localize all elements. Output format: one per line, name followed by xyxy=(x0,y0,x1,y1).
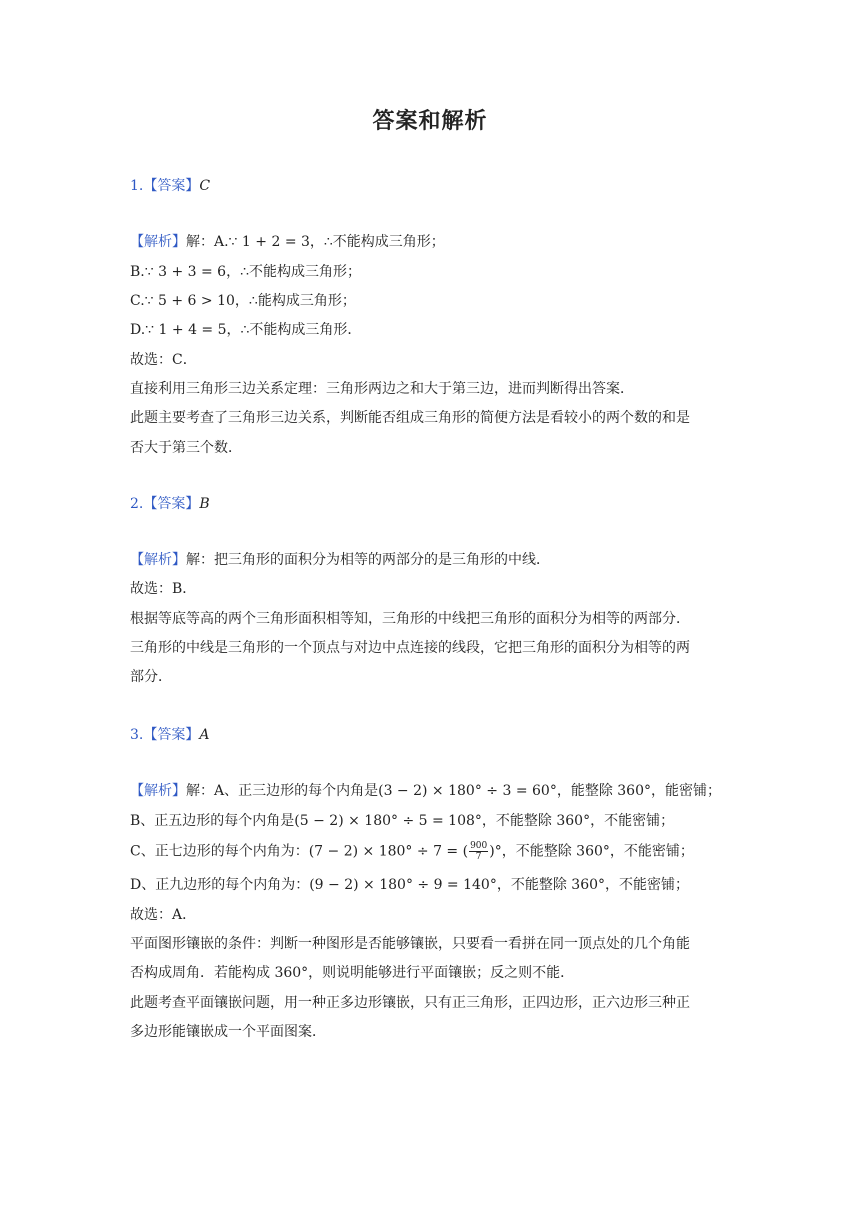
q1-analysis-line-3: C.∵ 5 + 6 > 10，∴能构成三角形； xyxy=(130,293,356,309)
q1-analysis-tag: 【解析】 xyxy=(130,234,186,250)
q2-answer-line xyxy=(130,494,734,514)
q3-analysis-line-4: D、正九边形的每个内角为：(9 − 2) × 180° ÷ 9 = 140°，不能整除 360°，不能密铺； xyxy=(130,877,690,893)
q3-analysis-tag: 【解析】 xyxy=(130,783,186,799)
q1-answer-line xyxy=(130,176,734,196)
q2-analysis-line-4: 三角形的中线是三角形的一个顶点与对边中点连接的线段，它把三角形的面积分为相等的两 xyxy=(130,640,690,656)
q1-analysis-text-1: 解：A.∵ 1 + 2 = 3，∴不能构成三角形； xyxy=(186,234,445,250)
q2-answer-tag: 【答案】 xyxy=(143,496,200,512)
q3-analysis-line-1 xyxy=(130,781,734,801)
q2-answer: B xyxy=(199,496,210,512)
q3-analysis-line-8: 此题考查平面镶嵌问题，用一种正多边形镶嵌，只有正三角形，正四边形，正六边形三种正 xyxy=(130,995,690,1011)
q1-answer: C xyxy=(199,178,211,194)
q2-analysis-line-1 xyxy=(130,550,734,570)
fraction-numerator: 900 xyxy=(470,841,488,851)
q1-analysis-line-5: 故选：C． xyxy=(130,352,197,368)
q1-analysis-line-4: D.∵ 1 + 4 = 5，∴不能构成三角形． xyxy=(130,322,362,338)
q3-analysis-text-1: 解：A、正三边形的每个内角是(3 − 2) × 180° ÷ 3 = 60°，能整除 360°，能密铺； xyxy=(186,783,721,799)
q1-number: 1. xyxy=(130,178,144,194)
q3-analysis-text-3a: C、正七边形的每个内角为：(7 − 2) × 180° ÷ 7 = ( xyxy=(130,843,469,860)
q3-analysis-text-3b: )°，不能整除 360°，不能密铺； xyxy=(489,843,694,860)
q1-analysis-line-1 xyxy=(130,232,734,252)
q3-analysis-line-6: 平面图形镶嵌的条件：判断一种图形是否能够镶嵌，只要看一看拼在同一顶点处的几个角能 xyxy=(130,936,690,952)
q3-answer: A xyxy=(199,727,210,743)
fraction-900-over-7 xyxy=(469,841,488,862)
q3-analysis-line-7: 否构成周角．若能构成 360°，则说明能够进行平面镶嵌；反之则不能． xyxy=(130,965,575,981)
page-title: 答案和解析 xyxy=(372,109,488,134)
q2-analysis-line-3: 根据等底等高的两个三角形面积相等知，三角形的中线把三角形的面积分为相等的两部分． xyxy=(130,611,690,627)
q3-number: 3. xyxy=(130,727,144,743)
q3-answer-tag: 【答案】 xyxy=(143,727,200,743)
q3-analysis-line-2: B、正五边形的每个内角是(5 − 2) × 180° ÷ 5 = 108°，不能整除 360°，不能密铺； xyxy=(130,813,675,829)
q1-analysis-line-8: 否大于第三个数． xyxy=(130,440,242,456)
q1-analysis-line-2: B.∵ 3 + 3 = 6，∴不能构成三角形； xyxy=(130,264,361,280)
q2-analysis-line-2: 故选：B． xyxy=(130,581,197,597)
q3-analysis-line-5: 故选：A． xyxy=(130,907,197,923)
q2-analysis-text-1: 解：把三角形的面积分为相等的两部分的是三角形的中线． xyxy=(186,552,550,568)
q1-analysis-line-7: 此题主要考查了三角形三边关系，判断能否组成三角形的简便方法是看较小的两个数的和是 xyxy=(130,410,690,426)
fraction-denominator: 7 xyxy=(475,852,482,862)
q3-answer-line xyxy=(130,725,734,745)
q3-analysis-line-9: 多边形能镶嵌成一个平面图案． xyxy=(130,1024,326,1040)
q1-answer-tag: 【答案】 xyxy=(143,178,200,194)
q2-analysis-line-5: 部分． xyxy=(130,669,172,685)
q3-analysis-line-3 xyxy=(130,841,734,862)
q2-analysis-tag: 【解析】 xyxy=(130,552,186,568)
q1-analysis-line-6: 直接利用三角形三边关系定理：三角形两边之和大于第三边，进而判断得出答案． xyxy=(130,381,634,397)
q2-number: 2. xyxy=(130,496,144,512)
